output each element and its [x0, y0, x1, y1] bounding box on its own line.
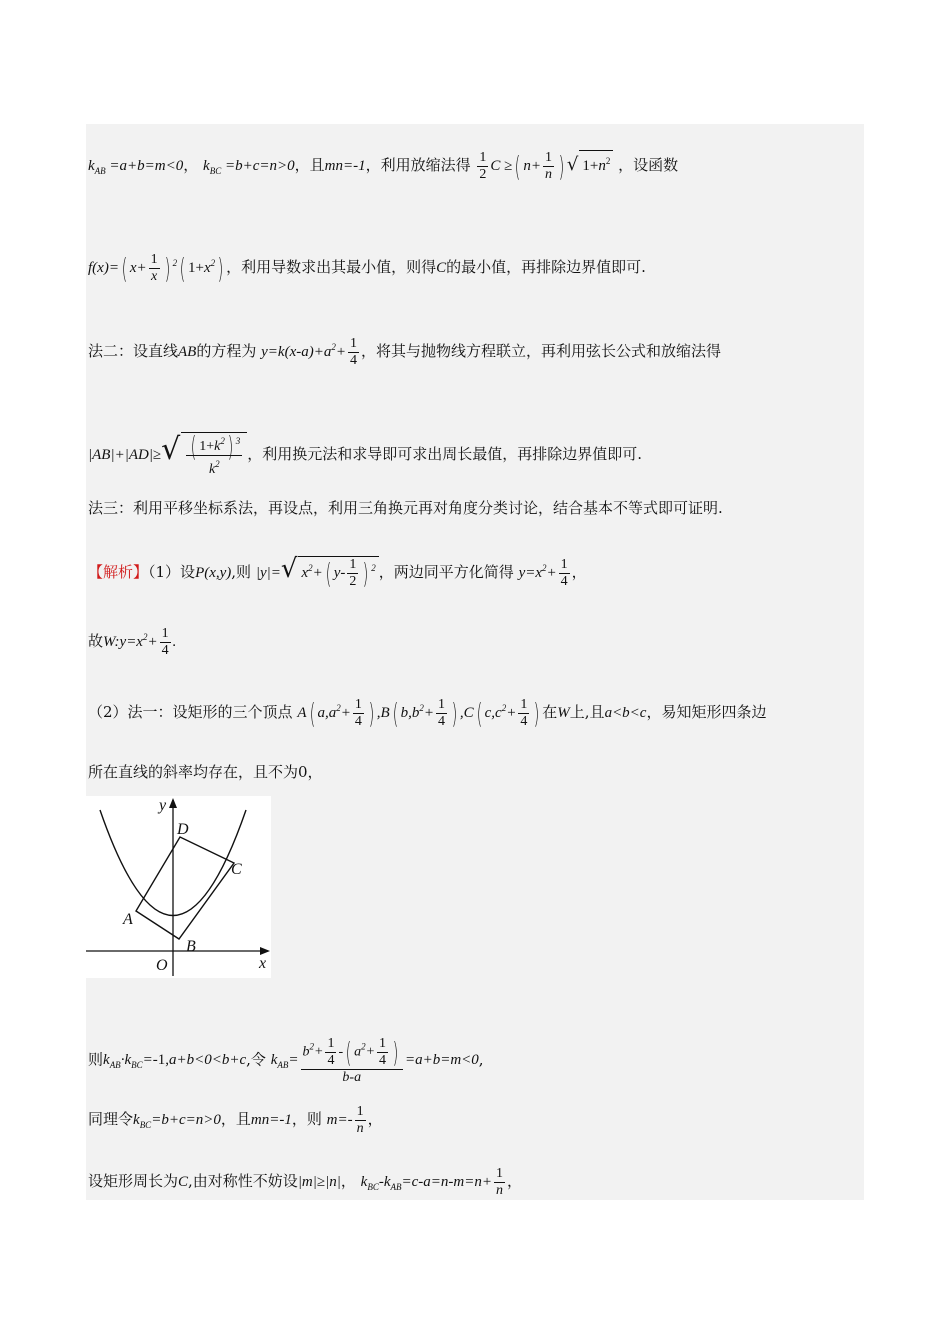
para-9: 所在直线的斜率均存在，且不为0，: [88, 763, 323, 781]
label-C: C: [231, 861, 242, 878]
para-5: 法三：利用平移坐标系法，再设点，利用三角换元再对角度分类讨论，结合基本不等式即可证明.: [88, 499, 723, 517]
label-A: A: [123, 911, 133, 928]
label-y: y: [159, 797, 167, 814]
para-8: （2）法一：设矩形的三个顶点 A( $a,a^2+$ $\frac{1}{4}$ ) ,B( $b,b^2+$ $\frac{1}{4}$ ) ,C( $c,c^2+$ $\frac{1}{4}$ ) 在W上,且a<b<c，易知矩形四条边: [88, 696, 767, 730]
para-3: 法二：设直线AB的方程为 $y=k(x-a)+a^2+$ $\frac{1}{4}$ ，将其与抛物线方程联立，再利用弦长公式和放缩法得: [88, 336, 721, 368]
para-12: 设矩形周长为C,由对称性不妨设|m|≥|n|， $k_{BC}-k_{AB}=c-a=n-m=n+$ $\frac{1}{n}$ ，: [88, 1166, 522, 1198]
label-O: O: [156, 957, 168, 974]
para-1: $k_{AB} =a+b=m<0$， $k_{BC} =b+c=n>0$，且mn=-1，利用放缩法得 $\frac{1}{2}$ C ≥( n+ $\frac{1}{n}$ ) √ $1+n^2$ ，设函数: [88, 149, 679, 183]
label-x: x: [259, 955, 267, 972]
para-2: f(x)=( x+ $\frac{1}{x}$ ) $^2$( $1+x^2$) ，利用导数求出其最小值，则得C的最小值，再排除边界值即可.: [88, 251, 646, 285]
label-B: B: [186, 938, 196, 955]
para-7: 故$W:y=x^2+$ $\frac{1}{4}$ .: [88, 626, 177, 658]
jiexi-label: 【解析】: [88, 562, 149, 581]
para-6: 【解析】（1）设P(x,y),则 |y|=√ $x^2+$( y- $\frac{1}{2}$ ) $^2$ ，两边同平方化简得 $y=x^2+$ $\frac{1}{4}$ ，: [88, 553, 587, 590]
para-10: 则$k_{AB}\cdot k_{BC}=-1,a+b<0<b+c$,令 $k_{AB}=$ $b^2+$ $\frac{1}{4}$ -( $a^2+$ $\frac{1}{4}$ ) b-a =a+b=m<0,: [88, 1035, 484, 1085]
parabola-rectangle-figure: [86, 796, 271, 978]
para-4: |AB|+|AD|≥√ $\frac{( 1+k^2) ^3}{k^2}$ ，利用换元法和求导即可求出周长最值，再排除边界值即可.: [88, 429, 643, 477]
label-D: D: [177, 821, 189, 838]
para-11: 同理令$k_{BC}=b+c=n>0$，且mn=-1，则 m=- $\frac{1}{n}$ ，: [88, 1104, 383, 1136]
